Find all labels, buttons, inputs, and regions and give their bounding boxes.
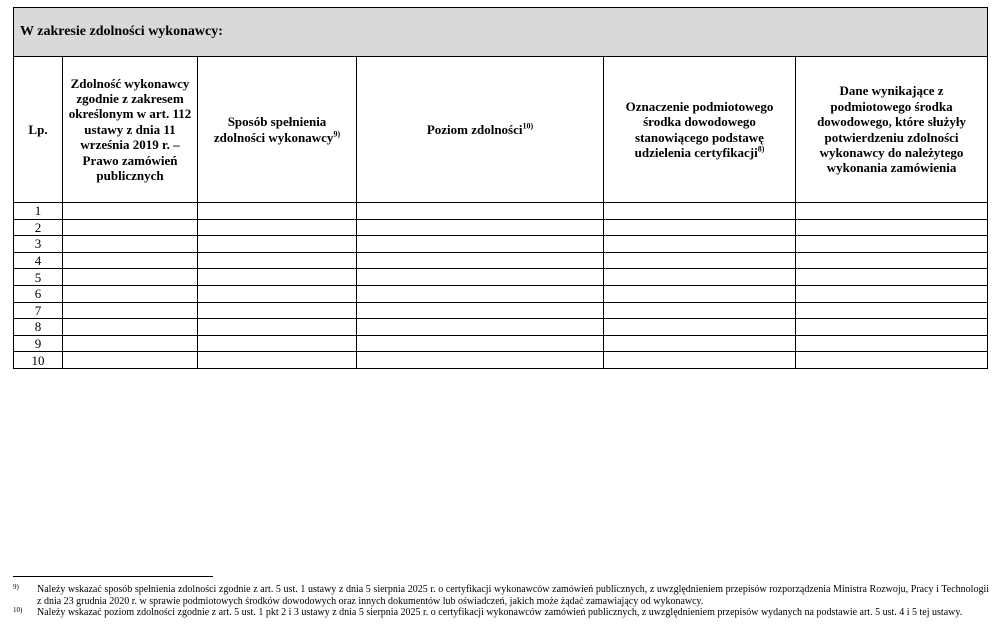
footnote-text: Należy wskazać poziom zdolności zgodnie z art. 5 ust. 1 pkt 2 i 3 ustawy z dnia 5 sierpnia 2025 r. o certyfikacji wykonawców zamówień publicznych, z uwzględnieniem przepisów wydanych na podstawie art. 5 ust. 4 i 5 tej ustawy. (37, 607, 963, 619)
table-cell[interactable] (604, 319, 796, 336)
footnote-text: Należy wskazać sposób spełnienia zdolności zgodnie z art. 5 ust. 1 ustawy z dnia 5 sierpnia 2025 r. o certyfikacji wykonawców zamówień publicznych, z uwzględnieniem przepisów rozporządzenia Ministra Rozwoju, Pracy i Technologii z dnia 23 grudnia 2020 r. w sprawie podmiotowych środków dowodowych oraz innych dokumentów lub oświadczeń, jakich może żądać zamawiający od wykonawcy. (37, 584, 989, 607)
footnote-ref-8: 8) (757, 144, 765, 154)
table-cell[interactable] (357, 203, 604, 220)
row-number: 5 (14, 269, 63, 286)
table-row (14, 352, 988, 369)
header-method-label: Sposób spełnienia zdolności wykonawcy (213, 114, 334, 145)
table-cell[interactable] (198, 319, 357, 336)
table-cell[interactable] (357, 236, 604, 253)
table-cell[interactable] (63, 302, 198, 319)
row-number: 7 (14, 302, 63, 319)
table-cell[interactable] (198, 335, 357, 352)
table-cell[interactable] (604, 203, 796, 220)
capability-table (13, 7, 988, 369)
table-cell[interactable] (604, 269, 796, 286)
table-row (14, 285, 988, 302)
table-row (14, 203, 988, 220)
table-cell[interactable] (604, 252, 796, 269)
footnote-ref-9: 9) (333, 129, 341, 139)
table-cell[interactable] (796, 302, 988, 319)
table-row (14, 319, 988, 336)
header-data: Dane wynikające z podmiotowego środka dowodowego, które służyły potwierdzeniu zdolności wykonawcy do należytego wykonania zamówienia (796, 57, 988, 203)
footnote-separator (13, 576, 213, 577)
table-cell[interactable] (198, 203, 357, 220)
row-number: 8 (14, 319, 63, 336)
table-cell[interactable] (796, 352, 988, 369)
table-cell[interactable] (796, 269, 988, 286)
table-cell[interactable] (357, 219, 604, 236)
footnote-number: 10) (13, 606, 23, 615)
table-cell[interactable] (357, 335, 604, 352)
row-number: 10 (14, 352, 63, 369)
table-cell[interactable] (63, 203, 198, 220)
table-cell[interactable] (796, 203, 988, 220)
table-cell[interactable] (796, 219, 988, 236)
table-cell[interactable] (63, 319, 198, 336)
table-cell[interactable] (198, 252, 357, 269)
table-cell[interactable] (357, 285, 604, 302)
table-cell[interactable] (357, 252, 604, 269)
table-cell[interactable] (63, 269, 198, 286)
table-cell[interactable] (604, 335, 796, 352)
table-cell[interactable] (357, 352, 604, 369)
table-cell[interactable] (796, 236, 988, 253)
table-cell[interactable] (63, 335, 198, 352)
table-cell[interactable] (198, 285, 357, 302)
table-cell[interactable] (198, 269, 357, 286)
table-cell[interactable] (63, 285, 198, 302)
table-body (14, 203, 988, 369)
table-cell[interactable] (63, 236, 198, 253)
table-row (14, 302, 988, 319)
header-evidence-label: Oznaczenie podmiotowego środka dowodowego stanowiącego podstawę udzielenia certyfikacji (625, 98, 774, 160)
table-row (14, 252, 988, 269)
table-cell[interactable] (604, 236, 796, 253)
table-cell[interactable] (796, 319, 988, 336)
footnote-ref-10: 10) (522, 121, 534, 131)
table-cell[interactable] (198, 236, 357, 253)
table-cell[interactable] (357, 319, 604, 336)
table-cell[interactable] (796, 252, 988, 269)
table-cell[interactable] (357, 269, 604, 286)
table-cell[interactable] (604, 302, 796, 319)
table-row (14, 219, 988, 236)
row-number: 9 (14, 335, 63, 352)
table-cell[interactable] (604, 285, 796, 302)
footnote-9 (13, 584, 989, 607)
header-level-label: Poziom zdolności (426, 121, 523, 137)
table-cell[interactable] (63, 352, 198, 369)
header-evidence (604, 57, 796, 203)
table-cell[interactable] (198, 302, 357, 319)
table-cell[interactable] (198, 352, 357, 369)
header-method (198, 57, 357, 203)
footnotes (13, 584, 989, 619)
section-title: W zakresie zdolności wykonawcy: (14, 8, 988, 57)
table-cell[interactable] (604, 219, 796, 236)
table-cell[interactable] (796, 285, 988, 302)
row-number: 3 (14, 236, 63, 253)
table-cell[interactable] (604, 352, 796, 369)
row-number: 4 (14, 252, 63, 269)
footnote-10 (13, 607, 989, 619)
header-lp: Lp. (14, 57, 63, 203)
table-cell[interactable] (357, 302, 604, 319)
table-cell[interactable] (63, 219, 198, 236)
table-cell[interactable] (63, 252, 198, 269)
table-row (14, 335, 988, 352)
table-cell[interactable] (796, 335, 988, 352)
row-number: 6 (14, 285, 63, 302)
header-level (357, 57, 604, 203)
header-capability: Zdolność wykonawcy zgodnie z zakresem określonym w art. 112 ustawy z dnia 11 września 2019 r. – Prawo zamówień publicznych (63, 57, 198, 203)
table-row (14, 236, 988, 253)
row-number: 1 (14, 203, 63, 220)
table-cell[interactable] (198, 219, 357, 236)
footnote-number: 9) (13, 583, 19, 591)
row-number: 2 (14, 219, 63, 236)
table-row (14, 269, 988, 286)
